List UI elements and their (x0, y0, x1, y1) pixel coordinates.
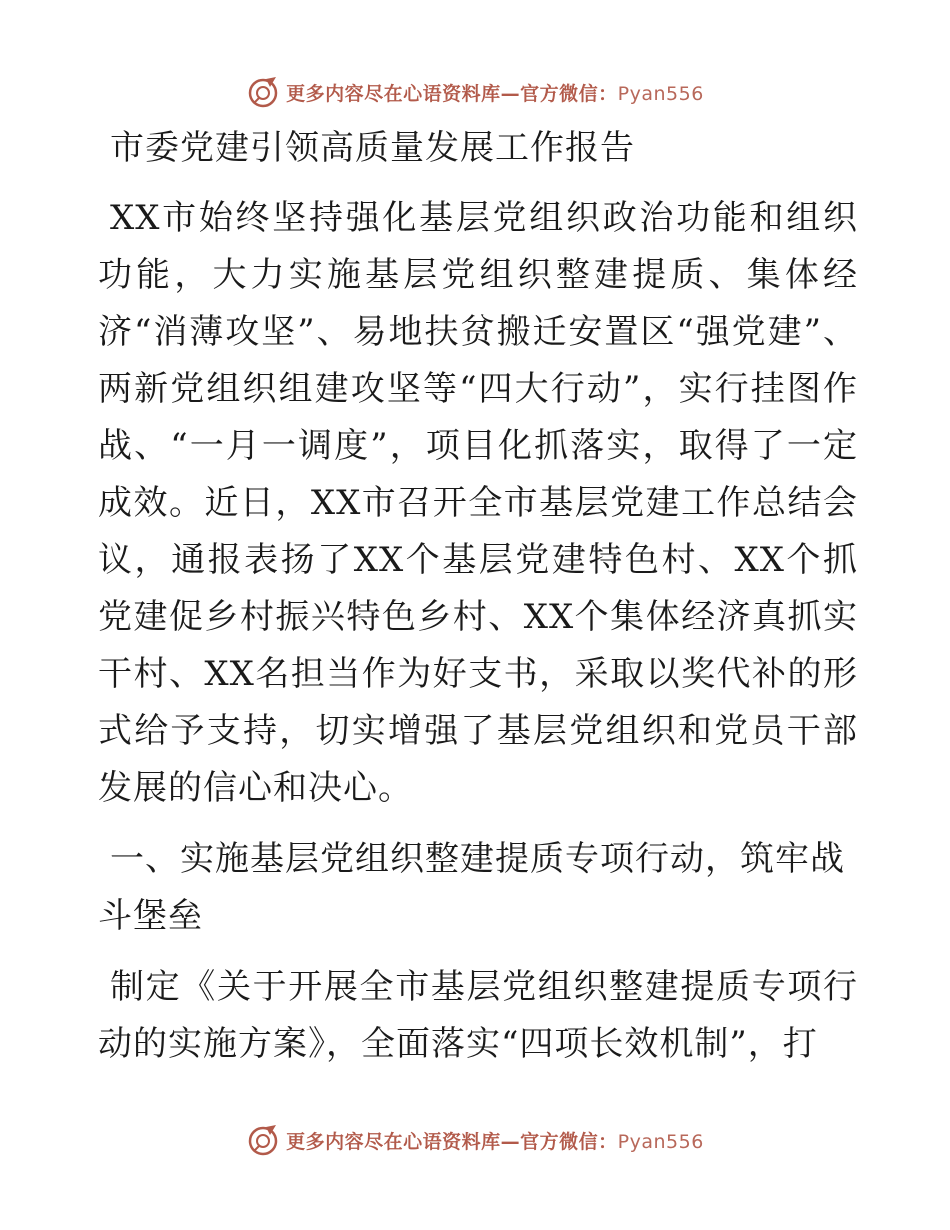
watermark-wechat-id: Pyan556 (617, 1130, 704, 1153)
quill-circle-logo-icon (246, 1123, 280, 1157)
paragraph-section-1: 制定《关于开展全市基层党组织整建提质专项行动的实施方案》，全面落实“四项长效机制”，打 (98, 967, 858, 1064)
watermark-footer (0, 1120, 950, 1160)
watermark-wechat-id: Pyan556 (617, 82, 704, 105)
paragraph-intro: XX市始终坚持强化基层党组织政治功能和组织功能，大力实施基层党组织整建提质、集体经济“消薄攻坚”、易地扶贫搬迁安置区“强党建”、两新党组织组建攻坚等“四大行动”，实行挂图作战、“一月一调度”，项目化抓落实，取得了一定成效。近日，XX市召开全市基层党建工作总结会议，通报表扬了XX个基层党建特色村、XX个抓党建促乡村振兴特色乡村、XX个集体经济真抓实干村、XX名担当作为好支书，采取以奖代补的形式给予支持，切实增强了基层党组织和党员干部发展的信心和决心。 (98, 198, 858, 808)
document-title: 市委党建引领高质量发展工作报告 (110, 128, 635, 168)
quill-circle-logo-icon (246, 75, 280, 109)
watermark-text: 更多内容尽在心语资料库—官方微信：Pyan556 (286, 1130, 704, 1153)
document-body (98, 124, 858, 1087)
watermark-text: 更多内容尽在心语资料库—官方微信：Pyan556 (286, 82, 704, 105)
watermark-header (0, 72, 950, 112)
section-heading-1: 一、实施基层党组织整建提质专项行动，筑牢战斗堡垒 (98, 839, 845, 936)
